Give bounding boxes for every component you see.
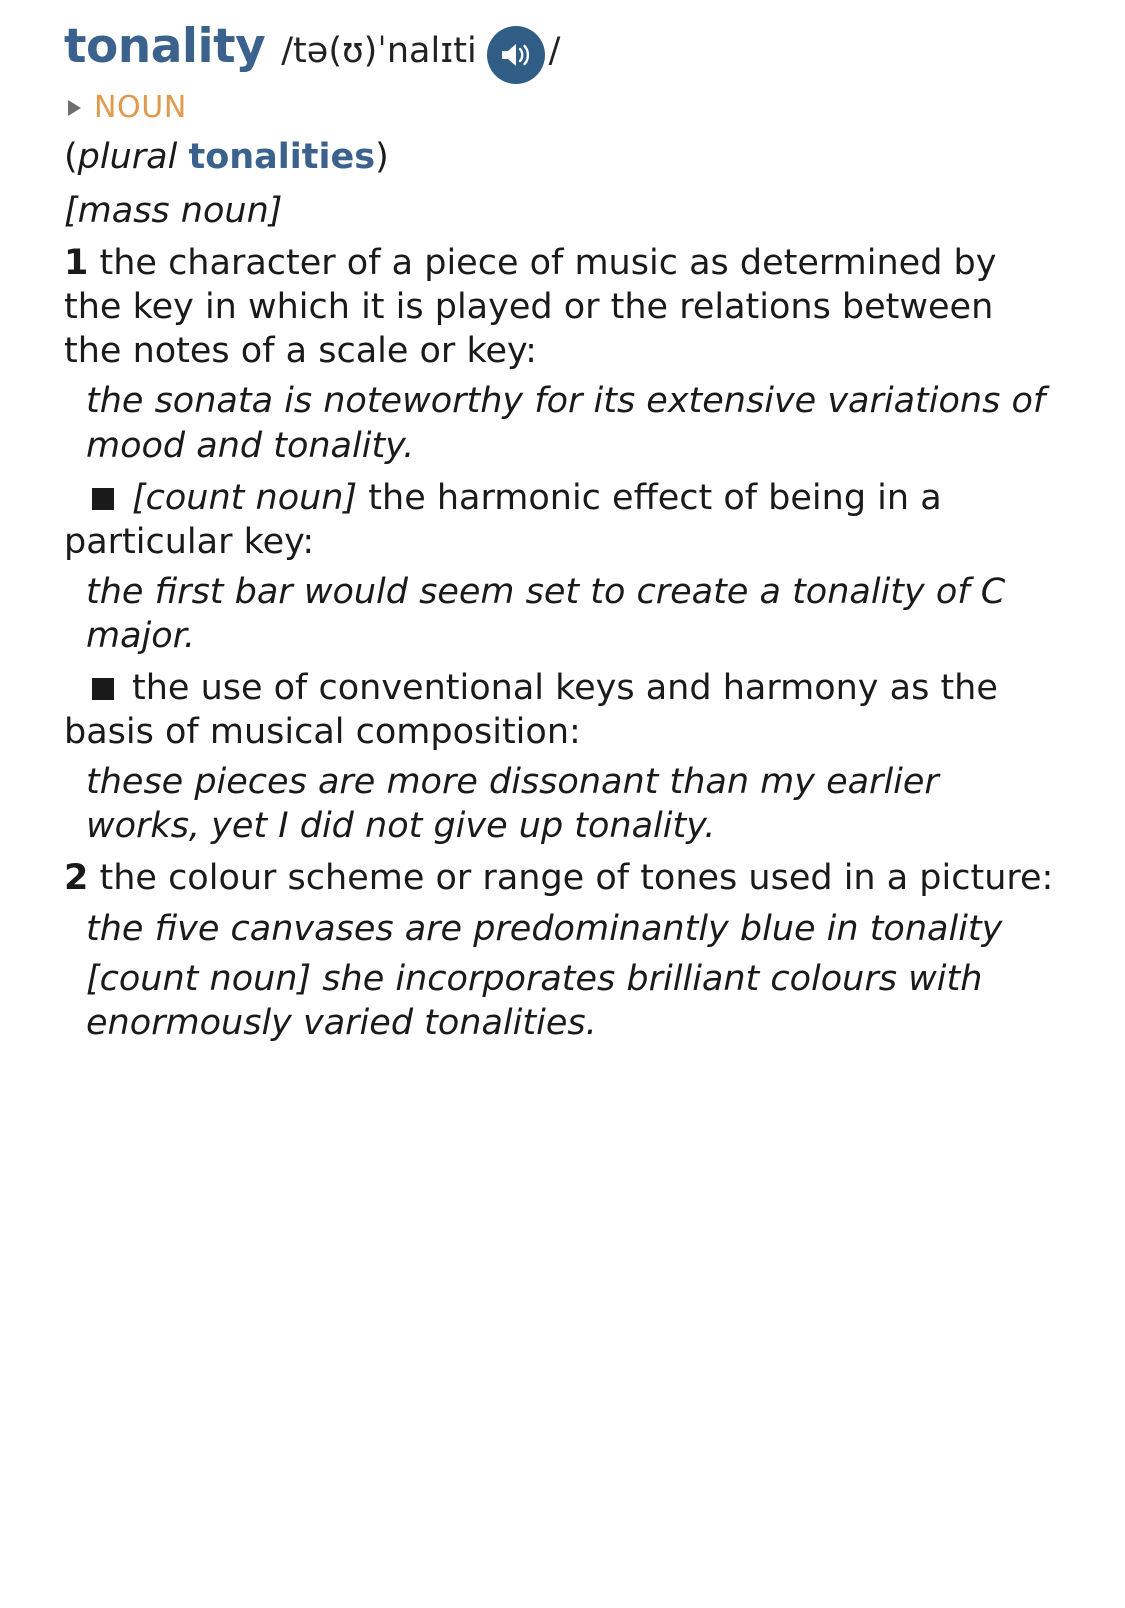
count-noun-example: she incorporates brilliant colours with enormously varied tonalities. xyxy=(86,958,983,1043)
inflection-label: plural xyxy=(77,137,178,177)
sense-1-example: the sonata is noteworthy for its extensive variations of mood and tonality. xyxy=(86,381,1046,466)
inflection-prefix: ( xyxy=(64,137,78,177)
sense-number: 2 xyxy=(64,858,89,899)
subsense-grammar: [count noun] xyxy=(132,477,358,518)
part-of-speech-row[interactable] xyxy=(68,90,1061,125)
subsense-definition: the harmonic effect of being in a particular key: xyxy=(64,477,942,562)
grammar-note: [mass noun] xyxy=(64,191,283,232)
sense-1-subsense-1-example: the first bar would seem set to create a tonality of C major. xyxy=(86,571,1006,656)
pronunciation: /tə(ʊ)ˈnalɪti xyxy=(281,31,477,71)
sense-2 xyxy=(64,856,1061,900)
inflection-line xyxy=(64,135,1061,179)
sense-definition: the character of a piece of music as determined by the key in which it is played or the relations between the notes of a scale or key: xyxy=(64,243,997,372)
sense-2-example: the five canvases are predominantly blue in tonality xyxy=(86,908,1003,949)
pronunciation-close: / xyxy=(548,31,561,71)
sense-definition: the colour scheme or range of tones used in a picture: xyxy=(99,858,1054,899)
square-bullet-icon xyxy=(92,488,114,510)
sense-1-subsense-1 xyxy=(64,476,1061,564)
headword-line xyxy=(64,18,1061,76)
inflection-form[interactable]: tonalities xyxy=(188,137,376,177)
speaker-icon[interactable] xyxy=(487,26,545,84)
subsense-definition: the use of conventional keys and harmony as the basis of musical composition: xyxy=(64,668,998,753)
expand-triangle-icon[interactable] xyxy=(68,100,81,116)
sense-2-count-example xyxy=(64,957,1061,1045)
part-of-speech-label: NOUN xyxy=(94,90,187,125)
sense-number: 1 xyxy=(64,243,89,284)
sense-1-subsense-2 xyxy=(64,666,1061,754)
headword: tonality xyxy=(64,19,266,74)
count-noun-grammar: [count noun] xyxy=(86,958,312,999)
sense-1 xyxy=(64,241,1061,373)
square-bullet-icon xyxy=(92,678,114,700)
inflection-suffix: ) xyxy=(375,137,389,177)
sense-1-subsense-2-example: these pieces are more dissonant than my earlier works, yet I did not give up tonality. xyxy=(86,762,939,847)
